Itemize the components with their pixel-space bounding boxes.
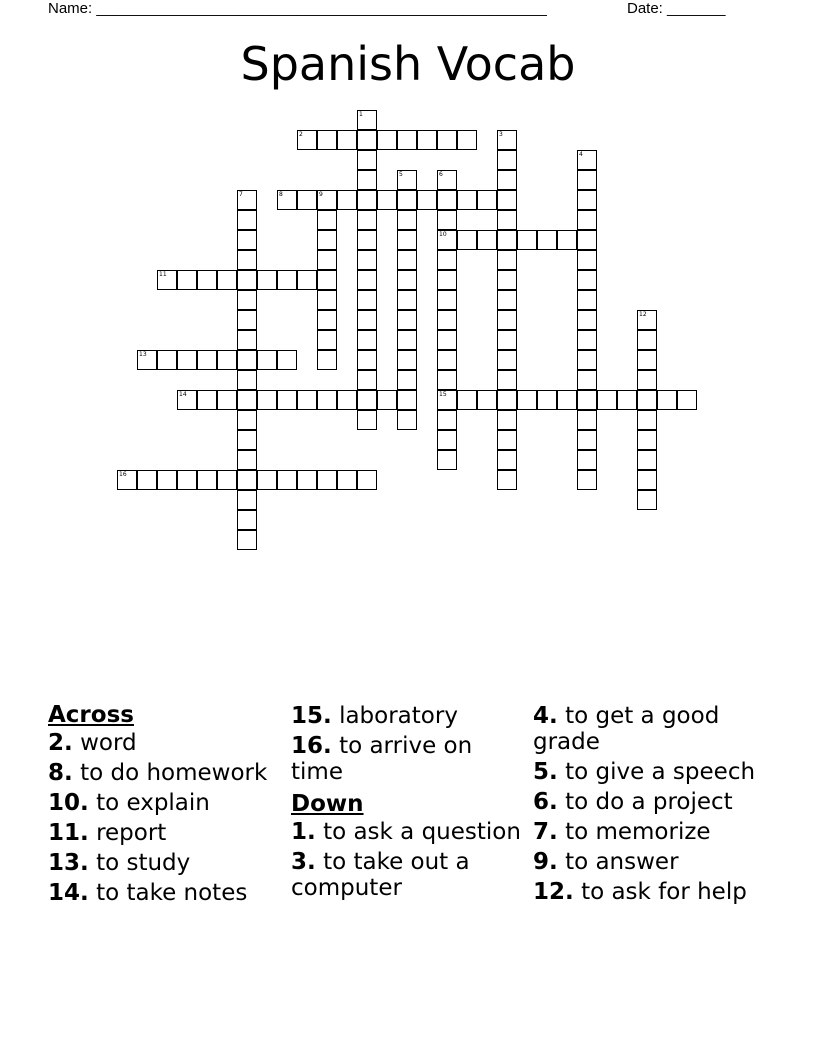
crossword-cell[interactable] (237, 350, 257, 370)
crossword-cell[interactable] (157, 350, 177, 370)
crossword-cell[interactable] (577, 230, 597, 250)
crossword-cell[interactable] (297, 270, 317, 290)
clue-number: 15 (439, 391, 447, 398)
puzzle-title: Spanish Vocab (240, 37, 576, 91)
crossword-cell[interactable] (497, 470, 517, 490)
crossword-cell[interactable] (497, 150, 517, 170)
crossword-cell[interactable] (217, 390, 237, 410)
crossword-cell[interactable] (357, 170, 377, 190)
crossword-cell[interactable] (357, 110, 377, 130)
crossword-cell[interactable] (397, 210, 417, 230)
crossword-cell[interactable] (577, 170, 597, 190)
crossword-cell[interactable] (637, 410, 657, 430)
clue-number: 10 (439, 231, 447, 238)
clues-column-1 (48, 700, 288, 910)
clue-down-6: 6. to do a project (533, 789, 733, 815)
crossword-cell[interactable] (397, 130, 417, 150)
crossword-cell[interactable] (497, 430, 517, 450)
clue-down-4: 4. to get a good grade (533, 703, 720, 755)
crossword-cell[interactable] (197, 270, 217, 290)
crossword-cell[interactable] (537, 230, 557, 250)
crossword-cell[interactable] (497, 190, 517, 210)
clue-down-1: 1. to ask a question (291, 819, 521, 845)
crossword-cell[interactable] (497, 410, 517, 430)
across-heading: Across (48, 702, 134, 728)
crossword-cell[interactable] (317, 290, 337, 310)
crossword-cell[interactable] (457, 130, 477, 150)
crossword-cell[interactable] (377, 190, 397, 210)
crossword-cell[interactable] (297, 470, 317, 490)
crossword-cell[interactable] (357, 310, 377, 330)
crossword-cell[interactable] (617, 390, 637, 410)
crossword-cell[interactable] (357, 190, 377, 210)
crossword-cell[interactable] (497, 350, 517, 370)
crossword-cell[interactable] (237, 270, 257, 290)
crossword-cell[interactable] (397, 350, 417, 370)
crossword-cell[interactable] (197, 350, 217, 370)
crossword-cell[interactable] (377, 390, 397, 410)
crossword-cell[interactable] (297, 190, 317, 210)
clues-column-3 (533, 703, 773, 909)
clue-down-5: 5. to give a speech (533, 759, 756, 785)
crossword-cell[interactable] (437, 350, 457, 370)
clue-number: 14 (179, 391, 187, 398)
crossword-cell[interactable] (357, 410, 377, 430)
crossword-cell[interactable] (237, 190, 257, 210)
crossword-cell[interactable] (317, 250, 337, 270)
crossword-cell[interactable] (437, 310, 457, 330)
crossword-cell[interactable] (437, 250, 457, 270)
crossword-cell[interactable] (397, 250, 417, 270)
crossword-cell[interactable] (577, 450, 597, 470)
crossword-cell[interactable] (297, 130, 317, 150)
crossword-cell[interactable] (397, 270, 417, 290)
crossword-cell[interactable] (437, 130, 457, 150)
crossword-cell[interactable] (237, 370, 257, 390)
crossword-cell[interactable] (437, 230, 457, 250)
crossword-cell[interactable] (357, 230, 377, 250)
crossword-cell[interactable] (577, 270, 597, 290)
crossword-cell[interactable] (117, 470, 137, 490)
down-heading: Down (291, 791, 364, 817)
clue-number: 12 (639, 311, 647, 318)
crossword-cell[interactable] (637, 390, 657, 410)
crossword-cell[interactable] (637, 350, 657, 370)
crossword-cell[interactable] (257, 270, 277, 290)
crossword-cell[interactable] (137, 470, 157, 490)
crossword-cell[interactable] (237, 530, 257, 550)
crossword-cell[interactable] (277, 190, 297, 210)
crossword-cell[interactable] (217, 350, 237, 370)
crossword-cell[interactable] (157, 470, 177, 490)
crossword-cell[interactable] (437, 210, 457, 230)
crossword-cell[interactable] (237, 490, 257, 510)
clues-column-2 (291, 703, 531, 905)
clue-number: 9 (319, 191, 323, 198)
crossword-cell[interactable] (277, 270, 297, 290)
crossword-cell[interactable] (237, 290, 257, 310)
crossword-cell[interactable] (237, 330, 257, 350)
crossword-cell[interactable] (337, 470, 357, 490)
clue-number: 1 (359, 111, 363, 118)
crossword-cell[interactable] (497, 370, 517, 390)
crossword-cell[interactable] (637, 450, 657, 470)
crossword-cell[interactable] (237, 210, 257, 230)
crossword-cell[interactable] (217, 470, 237, 490)
crossword-cell[interactable] (557, 230, 577, 250)
crossword-cell[interactable] (497, 210, 517, 230)
crossword-cell[interactable] (397, 190, 417, 210)
clue-number: 7 (239, 191, 243, 198)
crossword-cell[interactable] (457, 390, 477, 410)
crossword-cell[interactable] (497, 230, 517, 250)
clue-across-15: 15. laboratory (291, 703, 458, 729)
crossword-cell[interactable] (237, 410, 257, 430)
clue-number: 2 (299, 131, 303, 138)
clue-across-2: 2. word (48, 730, 137, 756)
crossword-cell[interactable] (177, 270, 197, 290)
crossword-cell[interactable] (397, 330, 417, 350)
crossword-cell[interactable] (277, 470, 297, 490)
clue-number: 16 (119, 471, 127, 478)
clue-across-8: 8. to do homework (48, 760, 268, 786)
crossword-cell[interactable] (437, 370, 457, 390)
crossword-cell[interactable] (437, 450, 457, 470)
crossword-cell[interactable] (317, 230, 337, 250)
crossword-cell[interactable] (497, 290, 517, 310)
crossword-cell[interactable] (577, 370, 597, 390)
crossword-cell[interactable] (237, 450, 257, 470)
crossword-cell[interactable] (297, 390, 317, 410)
crossword-cell[interactable] (437, 330, 457, 350)
crossword-cell[interactable] (237, 470, 257, 490)
crossword-cell[interactable] (197, 470, 217, 490)
crossword-cell[interactable] (397, 390, 417, 410)
clue-number: 8 (279, 191, 283, 198)
clue-number: 13 (139, 351, 147, 358)
crossword-cell[interactable] (497, 390, 517, 410)
crossword-cell[interactable] (217, 270, 237, 290)
crossword-cell[interactable] (257, 350, 277, 370)
crossword-cell[interactable] (577, 190, 597, 210)
clue-number: 3 (499, 131, 503, 138)
crossword-cell[interactable] (257, 390, 277, 410)
crossword-cell[interactable] (497, 330, 517, 350)
crossword-cell[interactable] (577, 330, 597, 350)
name-field: Name: ______________________________________________________ (48, 0, 547, 17)
crossword-cell[interactable] (357, 250, 377, 270)
crossword-cell[interactable] (357, 330, 377, 350)
crossword-cell[interactable] (357, 470, 377, 490)
clue-down-7: 7. to memorize (533, 819, 711, 845)
clue-number: 5 (399, 171, 403, 178)
crossword-cell[interactable] (237, 230, 257, 250)
crossword-cell[interactable] (457, 230, 477, 250)
crossword-cell[interactable] (397, 310, 417, 330)
crossword-cell[interactable] (497, 170, 517, 190)
crossword-cell[interactable] (357, 210, 377, 230)
crossword-cell[interactable] (397, 370, 417, 390)
crossword-cell[interactable] (577, 250, 597, 270)
crossword-cell[interactable] (257, 470, 277, 490)
crossword-cell[interactable] (437, 390, 457, 410)
crossword-cell[interactable] (657, 390, 677, 410)
crossword-cell[interactable] (317, 130, 337, 150)
clue-across-14: 14. to take notes (48, 880, 248, 906)
crossword-cell[interactable] (437, 430, 457, 450)
clue-across-13: 13. to study (48, 850, 191, 876)
crossword-cell[interactable] (357, 370, 377, 390)
crossword-cell[interactable] (637, 330, 657, 350)
crossword-cell[interactable] (237, 250, 257, 270)
crossword-cell[interactable] (517, 390, 537, 410)
clue-across-11: 11. report (48, 820, 167, 846)
crossword-cell[interactable] (237, 310, 257, 330)
crossword-cell[interactable] (437, 270, 457, 290)
clue-across-10: 10. to explain (48, 790, 210, 816)
crossword-cell[interactable] (397, 170, 417, 190)
crossword-cell[interactable] (317, 310, 337, 330)
crossword-cell[interactable] (337, 130, 357, 150)
crossword-cell[interactable] (457, 190, 477, 210)
crossword-cell[interactable] (317, 390, 337, 410)
crossword-cell[interactable] (677, 390, 697, 410)
crossword-cell[interactable] (497, 250, 517, 270)
crossword-cell[interactable] (437, 410, 457, 430)
crossword-cell[interactable] (477, 190, 497, 210)
clue-number: 11 (159, 271, 167, 278)
crossword-cell[interactable] (317, 350, 337, 370)
crossword-cell[interactable] (337, 390, 357, 410)
crossword-cell[interactable] (317, 470, 337, 490)
crossword-cell[interactable] (317, 270, 337, 290)
crossword-cell[interactable] (577, 310, 597, 330)
crossword-cell[interactable] (377, 130, 397, 150)
crossword-cell[interactable] (237, 390, 257, 410)
crossword-cell[interactable] (437, 190, 457, 210)
crossword-cell[interactable] (637, 310, 657, 330)
crossword-cell[interactable] (477, 230, 497, 250)
clue-number: 6 (439, 171, 443, 178)
crossword-cell[interactable] (397, 410, 417, 430)
crossword-cell[interactable] (417, 130, 437, 150)
crossword-cell[interactable] (357, 390, 377, 410)
crossword-cell[interactable] (177, 350, 197, 370)
crossword-cell[interactable] (497, 270, 517, 290)
crossword-cell[interactable] (317, 190, 337, 210)
crossword-cell[interactable] (357, 130, 377, 150)
crossword-cell[interactable] (157, 270, 177, 290)
crossword-cell[interactable] (577, 470, 597, 490)
crossword-cell[interactable] (337, 190, 357, 210)
crossword-cell[interactable] (357, 350, 377, 370)
clue-down-3: 3. to take out a computer (291, 849, 470, 901)
crossword-cell[interactable] (517, 230, 537, 250)
clue-number: 4 (579, 151, 583, 158)
crossword-cell[interactable] (577, 350, 597, 370)
crossword-cell[interactable] (497, 450, 517, 470)
crossword-cell[interactable] (477, 390, 497, 410)
crossword-cell[interactable] (357, 150, 377, 170)
crossword-cell[interactable] (237, 510, 257, 530)
crossword-cell[interactable] (197, 390, 217, 410)
crossword-cell[interactable] (497, 310, 517, 330)
crossword-cell[interactable] (637, 430, 657, 450)
clue-down-9: 9. to answer (533, 849, 679, 875)
crossword-cell[interactable] (577, 410, 597, 430)
crossword-cell[interactable] (577, 430, 597, 450)
crossword-cell[interactable] (277, 390, 297, 410)
crossword-cell[interactable] (317, 330, 337, 350)
crossword-cell[interactable] (177, 470, 197, 490)
clue-down-12: 12. to ask for help (533, 879, 747, 905)
crossword-cell[interactable] (557, 390, 577, 410)
crossword-cell[interactable] (597, 390, 617, 410)
crossword-cell[interactable] (317, 210, 337, 230)
crossword-cell[interactable] (437, 170, 457, 190)
crossword-cell[interactable] (137, 350, 157, 370)
crossword-cell[interactable] (577, 150, 597, 170)
crossword-cell[interactable] (417, 190, 437, 210)
clue-across-16: 16. to arrive on time (291, 733, 473, 785)
date-field: Date: _______ (627, 0, 726, 17)
crossword-cell[interactable] (497, 130, 517, 150)
crossword-cell[interactable] (577, 210, 597, 230)
crossword-cell[interactable] (637, 370, 657, 390)
crossword-cell[interactable] (637, 470, 657, 490)
crossword-cell[interactable] (577, 290, 597, 310)
crossword-cell[interactable] (357, 270, 377, 290)
crossword-cell[interactable] (357, 290, 377, 310)
crossword-cell[interactable] (437, 290, 457, 310)
crossword-cell[interactable] (397, 230, 417, 250)
crossword-cell[interactable] (277, 350, 297, 370)
crossword-cell[interactable] (237, 430, 257, 450)
crossword-cell[interactable] (537, 390, 557, 410)
crossword-cell[interactable] (637, 490, 657, 510)
crossword-cell[interactable] (177, 390, 197, 410)
crossword-cell[interactable] (397, 290, 417, 310)
crossword-cell[interactable] (577, 390, 597, 410)
